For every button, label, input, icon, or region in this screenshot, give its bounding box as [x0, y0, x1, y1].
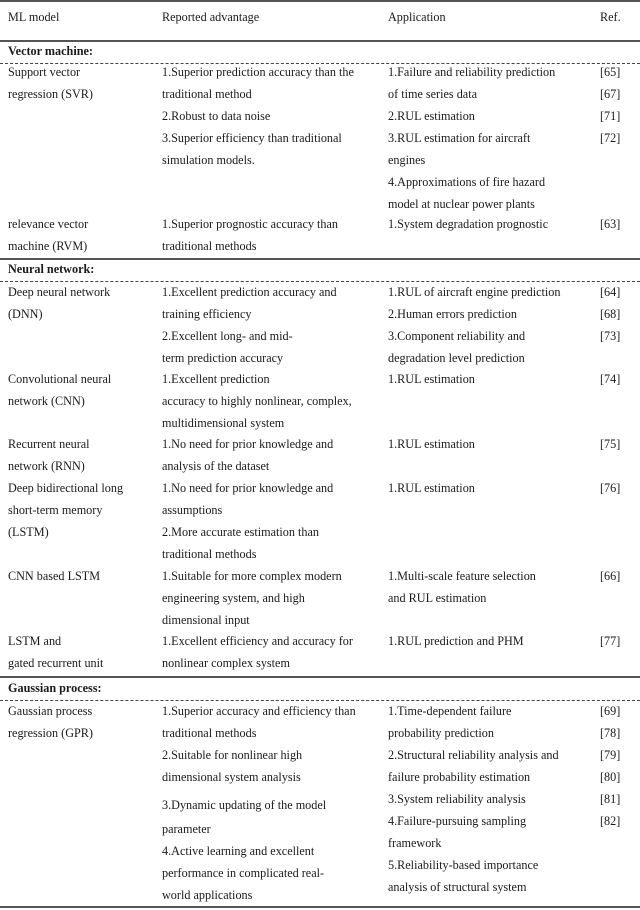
- advantage-cell: 1.Excellent prediction accuracy to highly nonlinear, complex, multidimensional system: [162, 372, 352, 430]
- header-reported-advantage: Reported advantage: [162, 10, 260, 24]
- application-cell: 1.System degradation prognostic: [388, 217, 549, 231]
- model-cell: Deep bidirectional long short-term memory (LSTM): [8, 481, 124, 539]
- ref-cell: [66]: [600, 569, 621, 583]
- section-title-gaussian-process: Gaussian process:: [8, 681, 102, 695]
- application-cell: 1.RUL estimation: [388, 372, 475, 386]
- advantage-cell: 1.Superior prognostic accuracy than traditional methods: [162, 217, 338, 253]
- model-cell: Convolutional neural network (CNN): [8, 372, 112, 408]
- header-ref: Ref.: [600, 10, 621, 24]
- model-cell: relevance vector machine (RVM): [8, 217, 89, 253]
- advantage-cell: 1.No need for prior knowledge and assumptions 2.More accurate estimation than traditional methods: [162, 481, 334, 561]
- application-cell: 1.Multi-scale feature selection and RUL estimation: [388, 569, 536, 605]
- model-cell: Recurrent neural network (RNN): [8, 437, 90, 473]
- ref-cell: [75]: [600, 437, 621, 451]
- header-application: Application: [388, 10, 446, 24]
- bottom-rule: [0, 906, 640, 908]
- section-rule: [0, 258, 640, 260]
- application-cell: 1.Failure and reliability prediction of time series data 2.RUL estimation 3.RUL estimation for aircraft engines 4.Approximations of fire hazard model at nuclear power plants: [388, 65, 556, 211]
- model-cell: LSTM and gated recurrent unit: [8, 634, 104, 670]
- ref-cell: [74]: [600, 372, 621, 386]
- application-cell: 1.RUL estimation: [388, 437, 475, 451]
- ref-cell: [77]: [600, 634, 621, 648]
- ref-cell: [65] [67] [71] [72]: [600, 65, 621, 145]
- section-title-neural-network: Neural network:: [8, 262, 95, 276]
- ref-cell: [64] [68] [73]: [600, 285, 621, 343]
- application-cell: 1.RUL of aircraft engine prediction 2.Human errors prediction 3.Component reliability and degradation level prediction: [388, 285, 561, 365]
- top-rule: [0, 0, 640, 2]
- ref-cell: [69] [78] [79] [80] [81] [82]: [600, 704, 621, 828]
- advantage-cell: 1.Excellent prediction accuracy and training efficiency 2.Excellent long- and mid- term prediction accuracy: [162, 285, 337, 365]
- advantage-cell: 1.Excellent efficiency and accuracy for nonlinear complex system: [162, 634, 353, 670]
- section-title-vector-machine: Vector machine:: [8, 44, 93, 58]
- application-cell: 1.Time-dependent failure probability prediction 2.Structural reliability analysis and failure probability estimation 3.System reliability analysis 4.Failure-pursuing sampling framework 5.Reliability-based importance analysis of structural system: [388, 704, 559, 894]
- model-cell: Gaussian process regression (GPR): [8, 704, 93, 740]
- header-rule: [0, 40, 640, 42]
- advantage-cell: 1.No need for prior knowledge and analysis of the dataset: [162, 437, 334, 473]
- application-cell: 1.RUL prediction and PHM: [388, 634, 524, 648]
- model-cell: Support vector regression (SVR): [8, 65, 93, 101]
- advantage-cell: 1.Superior accuracy and efficiency than traditional methods 2.Suitable for nonlinear high dimensional system analysis 3.Dynamic updating of the model parameter 4.Active learning and excellent performance in complicated real- world applications: [162, 704, 356, 902]
- ref-cell: [63]: [600, 217, 621, 231]
- ref-cell: [76]: [600, 481, 621, 495]
- advantage-cell: 1.Superior prediction accuracy than the traditional method 2.Robust to data noise 3.Superior efficiency than traditional simulation models.: [162, 65, 354, 167]
- advantage-cell: 1.Suitable for more complex modern engineering system, and high dimensional input: [162, 569, 342, 627]
- model-cell: CNN based LSTM: [8, 569, 101, 583]
- application-cell: 1.RUL estimation: [388, 481, 475, 495]
- header-ml-model: ML model: [8, 10, 60, 24]
- model-cell: Deep neural network (DNN): [8, 285, 111, 321]
